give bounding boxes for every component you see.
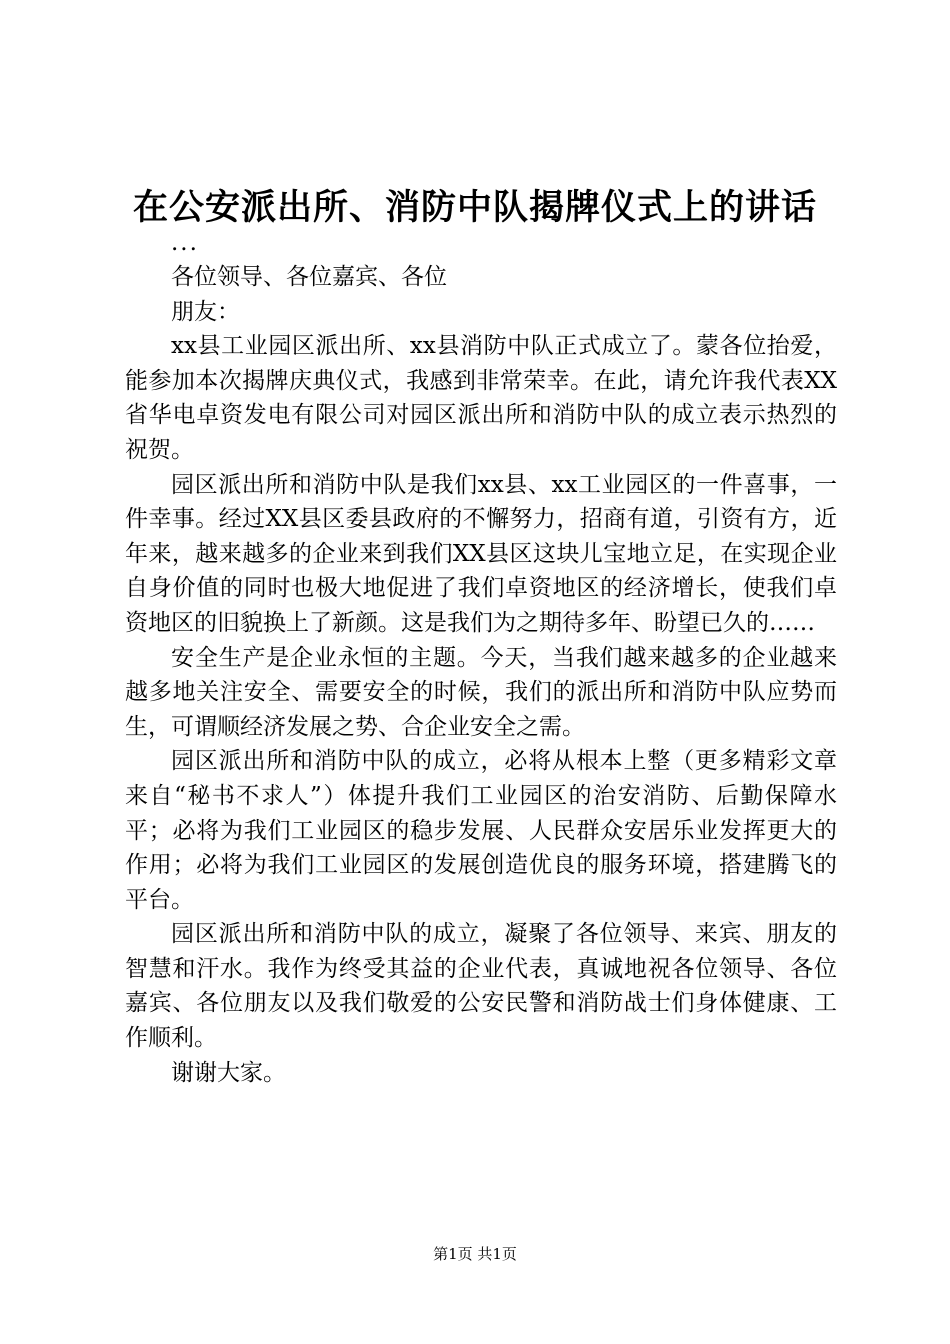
salutation-line-2: 朋友： [171,298,240,325]
page-number-footer: 第1页 共1页 [433,1245,517,1263]
document-title: 在公安派出所、消防中队揭牌仪式上的讲话 [132,187,817,228]
salutation-line-1: 各位领导、各位嘉宾、各位 [171,264,447,290]
document-body [125,232,837,1090]
closing-line: 谢谢大家。 [171,1059,286,1086]
paragraph: xx县工业园区派出所、xx县消防中队正式成立了。蒙各位抬爱，能参加本次揭牌庆典仪式，我感到非常荣幸。在此，请允许我代表XX省华电卓资发电有限公司对园区派出所和消防中队的成立表示热烈的祝贺。 [125,333,837,463]
paragraph: 园区派出所和消防中队的成立，凝聚了各位领导、来宾、朋友的智慧和汗水。我作为终受其益的企业代表，真诚地祝各位领导、各位嘉宾、各位朋友以及我们敬爱的公安民警和消防战士们身体健康、工作顺利。 [125,921,837,1052]
paragraph: 园区派出所和消防中队的成立，必将从根本上整（更多精彩文章来自“秘书不求人”）体提升我们工业园区的治安消防、后勤保障水平；必将为我们工业园区的稳步发展、人民群众安居乐业发挥更大的作用；必将为我们工业园区的发展创造优良的服务环境，搭建腾飞的平台。 [125,748,837,913]
paragraph: 安全生产是企业永恒的主题。今天，当我们越来越多的企业越来越多地关注安全、需要安全的时候，我们的派出所和消防中队应势而生，可谓顺经济发展之势、合企业安全之需。 [125,644,837,740]
paragraph: 园区派出所和消防中队是我们xx县、xx工业园区的一件喜事，一件幸事。经过XX县区委县政府的不懈努力，招商有道，引资有方，近年来，越来越多的企业来到我们XX县区这块儿宝地立足，在实现企业自身价值的同时也极大地促进了我们卓资地区的经济增长，使我们卓资地区的旧貌换上了新颜。这是我们为之期待多年、盼望已久的…… [125,471,837,636]
ellipsis-line: ... [171,230,199,256]
